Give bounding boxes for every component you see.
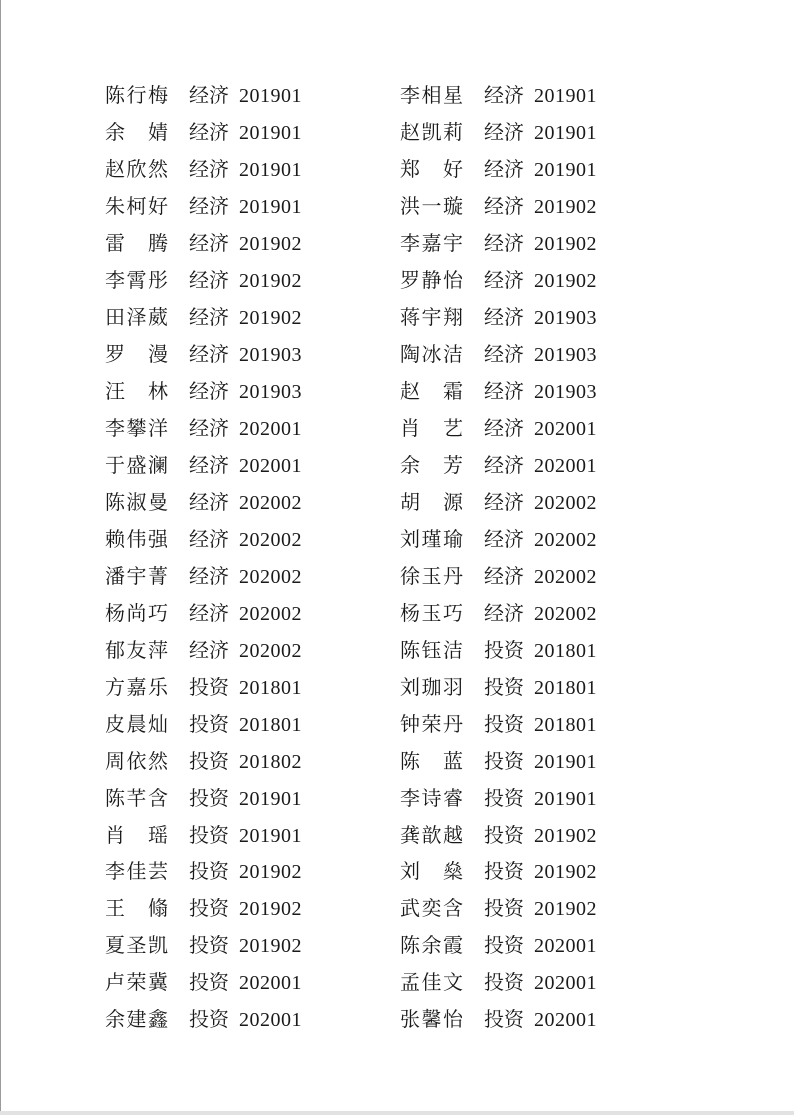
roster-entry bbox=[105, 558, 400, 595]
roster-entry bbox=[400, 226, 794, 263]
class-number: 201902 bbox=[239, 898, 302, 921]
class-number: 202002 bbox=[239, 639, 302, 662]
class-number: 201903 bbox=[534, 381, 597, 404]
roster-entry bbox=[105, 300, 400, 337]
roster-entry bbox=[400, 484, 794, 521]
class-number: 201902 bbox=[239, 270, 302, 293]
roster-entry bbox=[105, 965, 400, 1002]
student-name: 赵霜 bbox=[400, 381, 463, 404]
program-name: 投资 bbox=[189, 898, 229, 921]
class-number: 202001 bbox=[534, 455, 597, 477]
program-name: 经济 bbox=[189, 307, 229, 330]
roster-entry bbox=[400, 891, 794, 928]
program-name: 投资 bbox=[189, 1009, 229, 1032]
student-name: 陈淑曼 bbox=[105, 491, 168, 514]
roster-entry bbox=[400, 743, 794, 780]
program-name: 经济 bbox=[484, 196, 524, 219]
class-number: 201901 bbox=[534, 85, 597, 108]
roster-entry bbox=[400, 669, 794, 706]
student-name: 蒋宇翔 bbox=[400, 307, 463, 330]
roster-entry bbox=[400, 411, 794, 448]
class-number: 201901 bbox=[239, 824, 302, 847]
roster-entry bbox=[105, 1002, 400, 1039]
student-name: 李诗睿 bbox=[400, 787, 463, 810]
program-name: 投资 bbox=[484, 898, 524, 921]
student-name: 余婧 bbox=[105, 122, 168, 145]
class-number: 201903 bbox=[239, 381, 302, 404]
class-number: 202002 bbox=[534, 565, 597, 588]
student-name: 夏圣凯 bbox=[105, 935, 168, 958]
program-name: 投资 bbox=[189, 676, 229, 699]
student-name: 周依然 bbox=[105, 750, 168, 773]
student-name: 杨玉巧 bbox=[400, 602, 463, 625]
page-bottom-edge bbox=[0, 1111, 794, 1115]
program-name: 投资 bbox=[484, 676, 524, 699]
program-name: 投资 bbox=[484, 787, 524, 810]
program-name: 经济 bbox=[189, 455, 229, 477]
program-name: 经济 bbox=[484, 270, 524, 293]
student-name: 李攀洋 bbox=[105, 418, 168, 441]
roster-entry bbox=[105, 780, 400, 817]
program-name: 经济 bbox=[189, 344, 229, 367]
student-name: 徐玉丹 bbox=[400, 565, 463, 588]
roster-entry bbox=[400, 115, 794, 152]
student-name: 朱柯好 bbox=[105, 196, 168, 219]
student-name: 陈蓝 bbox=[400, 750, 463, 773]
program-name: 投资 bbox=[484, 861, 524, 884]
roster-entry bbox=[105, 226, 400, 263]
program-name: 经济 bbox=[484, 491, 524, 514]
student-name: 刘珈羽 bbox=[400, 676, 463, 699]
roster-entry bbox=[400, 337, 794, 374]
student-name: 陈行梅 bbox=[105, 85, 168, 108]
roster-entry bbox=[400, 374, 794, 411]
program-name: 经济 bbox=[189, 85, 229, 108]
roster-entry bbox=[105, 521, 400, 558]
program-name: 投资 bbox=[189, 824, 229, 847]
class-number: 201903 bbox=[534, 344, 597, 367]
class-number: 202001 bbox=[239, 418, 302, 441]
class-number: 202002 bbox=[239, 602, 302, 625]
program-name: 经济 bbox=[189, 122, 229, 145]
roster-entry bbox=[105, 152, 400, 189]
class-number: 201901 bbox=[239, 196, 302, 219]
roster-entry bbox=[105, 189, 400, 226]
class-number: 201801 bbox=[239, 676, 302, 699]
student-name: 肖艺 bbox=[400, 418, 463, 441]
student-name: 皮晨灿 bbox=[105, 713, 168, 736]
student-name: 武奕含 bbox=[400, 898, 463, 921]
program-name: 经济 bbox=[484, 602, 524, 625]
class-number: 201801 bbox=[239, 713, 302, 736]
student-name: 潘宇菁 bbox=[105, 565, 168, 588]
roster-entry bbox=[105, 854, 400, 891]
class-number: 201901 bbox=[239, 787, 302, 810]
roster-entry bbox=[105, 78, 400, 115]
class-number: 202002 bbox=[534, 528, 597, 551]
class-number: 201902 bbox=[534, 824, 597, 847]
student-name: 龚歆越 bbox=[400, 824, 463, 847]
roster-entry bbox=[105, 374, 400, 411]
program-name: 经济 bbox=[484, 565, 524, 588]
class-number: 201901 bbox=[534, 787, 597, 810]
class-number: 201902 bbox=[534, 861, 597, 884]
student-name: 卢荣冀 bbox=[105, 972, 168, 995]
roster-entry bbox=[105, 263, 400, 300]
program-name: 经济 bbox=[189, 639, 229, 662]
roster-entry bbox=[105, 891, 400, 928]
class-number: 201802 bbox=[239, 750, 302, 773]
roster-entry bbox=[105, 632, 400, 669]
program-name: 投资 bbox=[189, 713, 229, 736]
student-name: 李嘉宇 bbox=[400, 233, 463, 256]
program-name: 经济 bbox=[189, 602, 229, 625]
student-name: 张馨怡 bbox=[400, 1009, 463, 1032]
roster-entry bbox=[400, 965, 794, 1002]
program-name: 投资 bbox=[484, 750, 524, 773]
roster-entry bbox=[400, 558, 794, 595]
class-number: 201901 bbox=[534, 750, 597, 773]
program-name: 投资 bbox=[189, 972, 229, 995]
program-name: 经济 bbox=[484, 344, 524, 367]
class-number: 201902 bbox=[239, 861, 302, 884]
program-name: 经济 bbox=[484, 418, 524, 441]
program-name: 投资 bbox=[484, 824, 524, 847]
roster-entry bbox=[400, 632, 794, 669]
student-name: 李相星 bbox=[400, 85, 463, 108]
roster-entry bbox=[105, 411, 400, 448]
student-name: 陈芊含 bbox=[105, 787, 168, 810]
student-name: 王翛 bbox=[105, 898, 168, 921]
student-name: 赵凯莉 bbox=[400, 122, 463, 145]
student-name: 于盛澜 bbox=[105, 455, 168, 477]
class-number: 202001 bbox=[534, 1009, 597, 1032]
student-name: 余芳 bbox=[400, 455, 463, 477]
class-number: 201902 bbox=[239, 233, 302, 256]
student-name: 李霄彤 bbox=[105, 270, 168, 293]
student-name: 郁友萍 bbox=[105, 639, 168, 662]
class-number: 202001 bbox=[239, 455, 302, 477]
student-name: 陈余霞 bbox=[400, 935, 463, 958]
roster-entry bbox=[400, 595, 794, 632]
class-number: 202001 bbox=[239, 972, 302, 995]
program-name: 经济 bbox=[484, 455, 524, 477]
program-name: 经济 bbox=[484, 528, 524, 551]
class-number: 202002 bbox=[534, 491, 597, 514]
roster-entry bbox=[400, 1002, 794, 1039]
program-name: 经济 bbox=[484, 307, 524, 330]
student-name: 罗漫 bbox=[105, 344, 168, 367]
class-number: 201902 bbox=[239, 935, 302, 958]
class-number: 202001 bbox=[239, 1009, 302, 1032]
roster-entry bbox=[105, 115, 400, 152]
class-number: 202002 bbox=[239, 491, 302, 514]
class-number: 201903 bbox=[534, 307, 597, 330]
program-name: 投资 bbox=[484, 1009, 524, 1032]
student-name: 田泽葳 bbox=[105, 307, 168, 330]
class-number: 201902 bbox=[239, 307, 302, 330]
roster-entry bbox=[400, 928, 794, 965]
roster-entry bbox=[105, 706, 400, 743]
program-name: 经济 bbox=[189, 528, 229, 551]
class-number: 201902 bbox=[534, 233, 597, 256]
student-name: 汪林 bbox=[105, 381, 168, 404]
roster-entry bbox=[400, 152, 794, 189]
class-number: 201903 bbox=[239, 344, 302, 367]
student-name: 郑好 bbox=[400, 159, 463, 182]
roster-entry bbox=[400, 78, 794, 115]
roster-entry bbox=[105, 928, 400, 965]
roster-entry bbox=[400, 189, 794, 226]
roster-entry bbox=[400, 780, 794, 817]
roster-entry bbox=[400, 817, 794, 854]
class-number: 201801 bbox=[534, 676, 597, 699]
program-name: 投资 bbox=[189, 935, 229, 958]
roster-entry bbox=[400, 521, 794, 558]
class-number: 201801 bbox=[534, 713, 597, 736]
program-name: 经济 bbox=[189, 159, 229, 182]
student-roster bbox=[105, 78, 794, 1039]
roster-entry bbox=[400, 854, 794, 891]
student-name: 肖瑶 bbox=[105, 824, 168, 847]
roster-entry bbox=[400, 263, 794, 300]
class-number: 201901 bbox=[239, 122, 302, 145]
class-number: 201901 bbox=[534, 122, 597, 145]
student-name: 钟荣丹 bbox=[400, 713, 463, 736]
program-name: 投资 bbox=[484, 713, 524, 736]
student-name: 洪一璇 bbox=[400, 196, 463, 219]
program-name: 经济 bbox=[484, 85, 524, 108]
student-name: 罗静怡 bbox=[400, 270, 463, 293]
program-name: 经济 bbox=[484, 381, 524, 404]
program-name: 经济 bbox=[484, 159, 524, 182]
class-number: 202001 bbox=[534, 935, 597, 958]
student-name: 孟佳文 bbox=[400, 972, 463, 995]
student-name: 赖伟强 bbox=[105, 528, 168, 551]
roster-entry bbox=[105, 448, 400, 485]
roster-column-right bbox=[400, 78, 794, 1039]
student-name: 陈钰洁 bbox=[400, 639, 463, 662]
class-number: 202002 bbox=[534, 602, 597, 625]
program-name: 经济 bbox=[189, 233, 229, 256]
class-number: 201902 bbox=[534, 898, 597, 921]
roster-entry bbox=[400, 300, 794, 337]
student-name: 余建鑫 bbox=[105, 1009, 168, 1032]
program-name: 经济 bbox=[189, 381, 229, 404]
program-name: 经济 bbox=[484, 122, 524, 145]
class-number: 201901 bbox=[239, 159, 302, 182]
program-name: 经济 bbox=[189, 418, 229, 441]
class-number: 201801 bbox=[534, 639, 597, 662]
student-name: 刘瑾瑜 bbox=[400, 528, 463, 551]
class-number: 201901 bbox=[239, 85, 302, 108]
program-name: 经济 bbox=[484, 233, 524, 256]
class-number: 202001 bbox=[534, 972, 597, 995]
student-name: 刘燊 bbox=[400, 861, 463, 884]
student-name: 杨尚巧 bbox=[105, 602, 168, 625]
program-name: 经济 bbox=[189, 270, 229, 293]
program-name: 经济 bbox=[189, 491, 229, 514]
roster-entry bbox=[105, 484, 400, 521]
class-number: 201901 bbox=[534, 159, 597, 182]
class-number: 202002 bbox=[239, 565, 302, 588]
program-name: 投资 bbox=[484, 935, 524, 958]
page-left-edge-line bbox=[0, 0, 1, 1115]
program-name: 投资 bbox=[484, 639, 524, 662]
class-number: 202002 bbox=[239, 528, 302, 551]
roster-entry bbox=[105, 743, 400, 780]
student-name: 陶冰洁 bbox=[400, 344, 463, 367]
program-name: 经济 bbox=[189, 565, 229, 588]
roster-entry bbox=[400, 706, 794, 743]
program-name: 经济 bbox=[189, 196, 229, 219]
class-number: 201902 bbox=[534, 196, 597, 219]
roster-entry bbox=[105, 669, 400, 706]
student-name: 赵欣然 bbox=[105, 159, 168, 182]
program-name: 投资 bbox=[189, 787, 229, 810]
roster-entry bbox=[105, 595, 400, 632]
program-name: 投资 bbox=[484, 972, 524, 995]
roster-entry bbox=[105, 337, 400, 374]
student-name: 方嘉乐 bbox=[105, 676, 168, 699]
roster-entry bbox=[400, 448, 794, 485]
program-name: 投资 bbox=[189, 750, 229, 773]
program-name: 投资 bbox=[189, 861, 229, 884]
roster-entry bbox=[105, 817, 400, 854]
student-name: 胡源 bbox=[400, 491, 463, 514]
roster-column-left bbox=[105, 78, 400, 1039]
student-name: 李佳芸 bbox=[105, 861, 168, 884]
student-name: 雷腾 bbox=[105, 233, 168, 256]
class-number: 202001 bbox=[534, 418, 597, 441]
class-number: 201902 bbox=[534, 270, 597, 293]
